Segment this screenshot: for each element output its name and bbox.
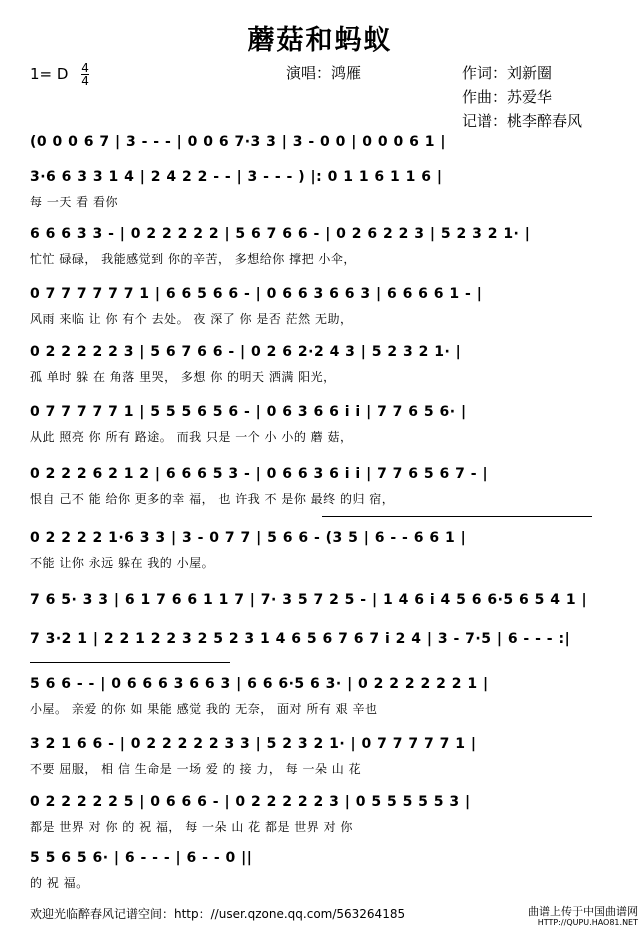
volta-bracket <box>322 516 592 517</box>
site-watermark <box>510 906 638 930</box>
lyric-line: 的 祝 福。 <box>30 876 89 890</box>
notation-line: 0 2 2 2 2 1·6 3 3 | 3 - 0 7 7 | 5 6 6 - (3 5 | 6 - - 6 6 1 | <box>30 530 467 546</box>
notation-line: 0 2 2 2 2 2 5 | 0 6 6 6 - | 0 2 2 2 2 2 3 | 0 5 5 5 5 5 3 | <box>30 794 471 810</box>
lyric-line: 孤 单时 躲 在 角落 里哭， 多想 你 的明天 洒满 阳光， <box>30 370 336 384</box>
notation-line: (0 0 0 6 7 | 3 - - - | 0 0 6 7·3 3 | 3 - 0 0 | 0 0 0 6 1 | <box>30 134 446 150</box>
composer: 作曲：苏爱华 <box>462 88 553 106</box>
notation-line: 3 2 1 6 6 - | 0 2 2 2 2 2 3 3 | 5 2 3 2 1· | 0 7 7 7 7 7 1 | <box>30 736 477 752</box>
key-signature <box>30 62 89 87</box>
notation-line: 0 7 7 7 7 7 7 1 | 6 6 5 6 6 - | 0 6 6 3 6 6 3 | 6 6 6 6 1 - | <box>30 286 483 302</box>
notation-line: 7 3·2 1 | 2 2 1 2 2 3 2 5 2 3 1 4 6 5 6 7 6 7 i 2 4 | 3 - 7·5 | 6 - - - :| <box>30 631 571 647</box>
lyric-line: 恨自 己不 能 给你 更多的幸 福， 也 许我 不 是你 最终 的归 宿， <box>30 492 395 506</box>
notation-line: 5 6 6 - - | 0 6 6 6 3 6 6 3 | 6 6 6·5 6 3· | 0 2 2 2 2 2 2 1 | <box>30 676 489 692</box>
notation-line: 3·6 6 3 3 1 4 | 2 4 2 2 - - | 3 - - - ) |: 0 1 1 6 1 1 6 | <box>30 169 443 185</box>
volta-bracket <box>30 662 230 663</box>
lyric-line: 从此 照亮 你 所有 路途。 而我 只是 一个 小 小的 蘑 菇， <box>30 430 353 444</box>
watermark-line-2: HTTP://QUPU.HAO81.NET <box>537 918 638 927</box>
notation-line: 0 7 7 7 7 7 1 | 5 5 5 6 5 6 - | 0 6 3 6 6 i i | 7 7 6 5 6· | <box>30 404 467 420</box>
lyric-line: 小屋。 亲爱 的你 如 果能 感觉 我的 无奈， 面对 所有 艰 辛也 <box>30 702 378 716</box>
time-top: 4 <box>81 61 89 75</box>
time-signature <box>81 62 89 87</box>
scribe: 记谱：桃李醉春风 <box>462 112 583 130</box>
notation-line: 6 6 6 3 3 - | 0 2 2 2 2 2 | 5 6 7 6 6 - | 0 2 6 2 2 3 | 5 2 3 2 1· | <box>30 226 531 242</box>
notation-line: 5 5 6 5 6· | 6 - - - | 6 - - 0 || <box>30 850 253 866</box>
lyric-line: 风雨 来临 让 你 有个 去处。 夜 深了 你 是否 茫然 无助， <box>30 312 353 326</box>
lyric-line: 每 一天 看 看你 <box>30 195 118 209</box>
lyric-line: 忙忙 碌碌， 我能感觉到 你的辛苦， 多想给你 撑把 小伞， <box>30 252 356 266</box>
lyric-line: 都是 世界 对 你 的 祝 福， 每 一朵 山 花 都是 世界 对 你 <box>30 820 353 834</box>
lyric-line: 不能 让你 永远 躲在 我的 小屋。 <box>30 556 215 570</box>
key-label: 1= D <box>30 65 69 83</box>
singer: 演唱：鸿雁 <box>286 64 362 82</box>
lyric-line: 不要 屈服， 相 信 生命是 一场 爱 的 接 力， 每 一朵 山 花 <box>30 762 362 776</box>
footer-link-text: 欢迎光临醉春风记谱空间：http：//user.qzone.qq.com/563264185 <box>30 907 406 921</box>
lyricist: 作词：刘新圈 <box>462 64 553 82</box>
watermark-line-1: 曲谱上传于中国曲谱网 <box>528 905 638 918</box>
time-bottom: 4 <box>81 74 89 88</box>
notation-line: 0 2 2 2 2 2 3 | 5 6 7 6 6 - | 0 2 6 2·2 4 3 | 5 2 3 2 1· | <box>30 344 462 360</box>
notation-line: 7 6 5· 3 3 | 6 1 7 6 6 1 1 7 | 7· 3 5 7 2 5 - | 1 4 6 i 4 5 6 6·5 6 5 4 1 | <box>30 592 588 608</box>
page-title: 蘑菇和蚂蚁 <box>247 25 393 56</box>
notation-line: 0 2 2 2 6 2 1 2 | 6 6 6 5 3 - | 0 6 6 3 6 i i | 7 7 6 5 6 7 - | <box>30 466 489 482</box>
